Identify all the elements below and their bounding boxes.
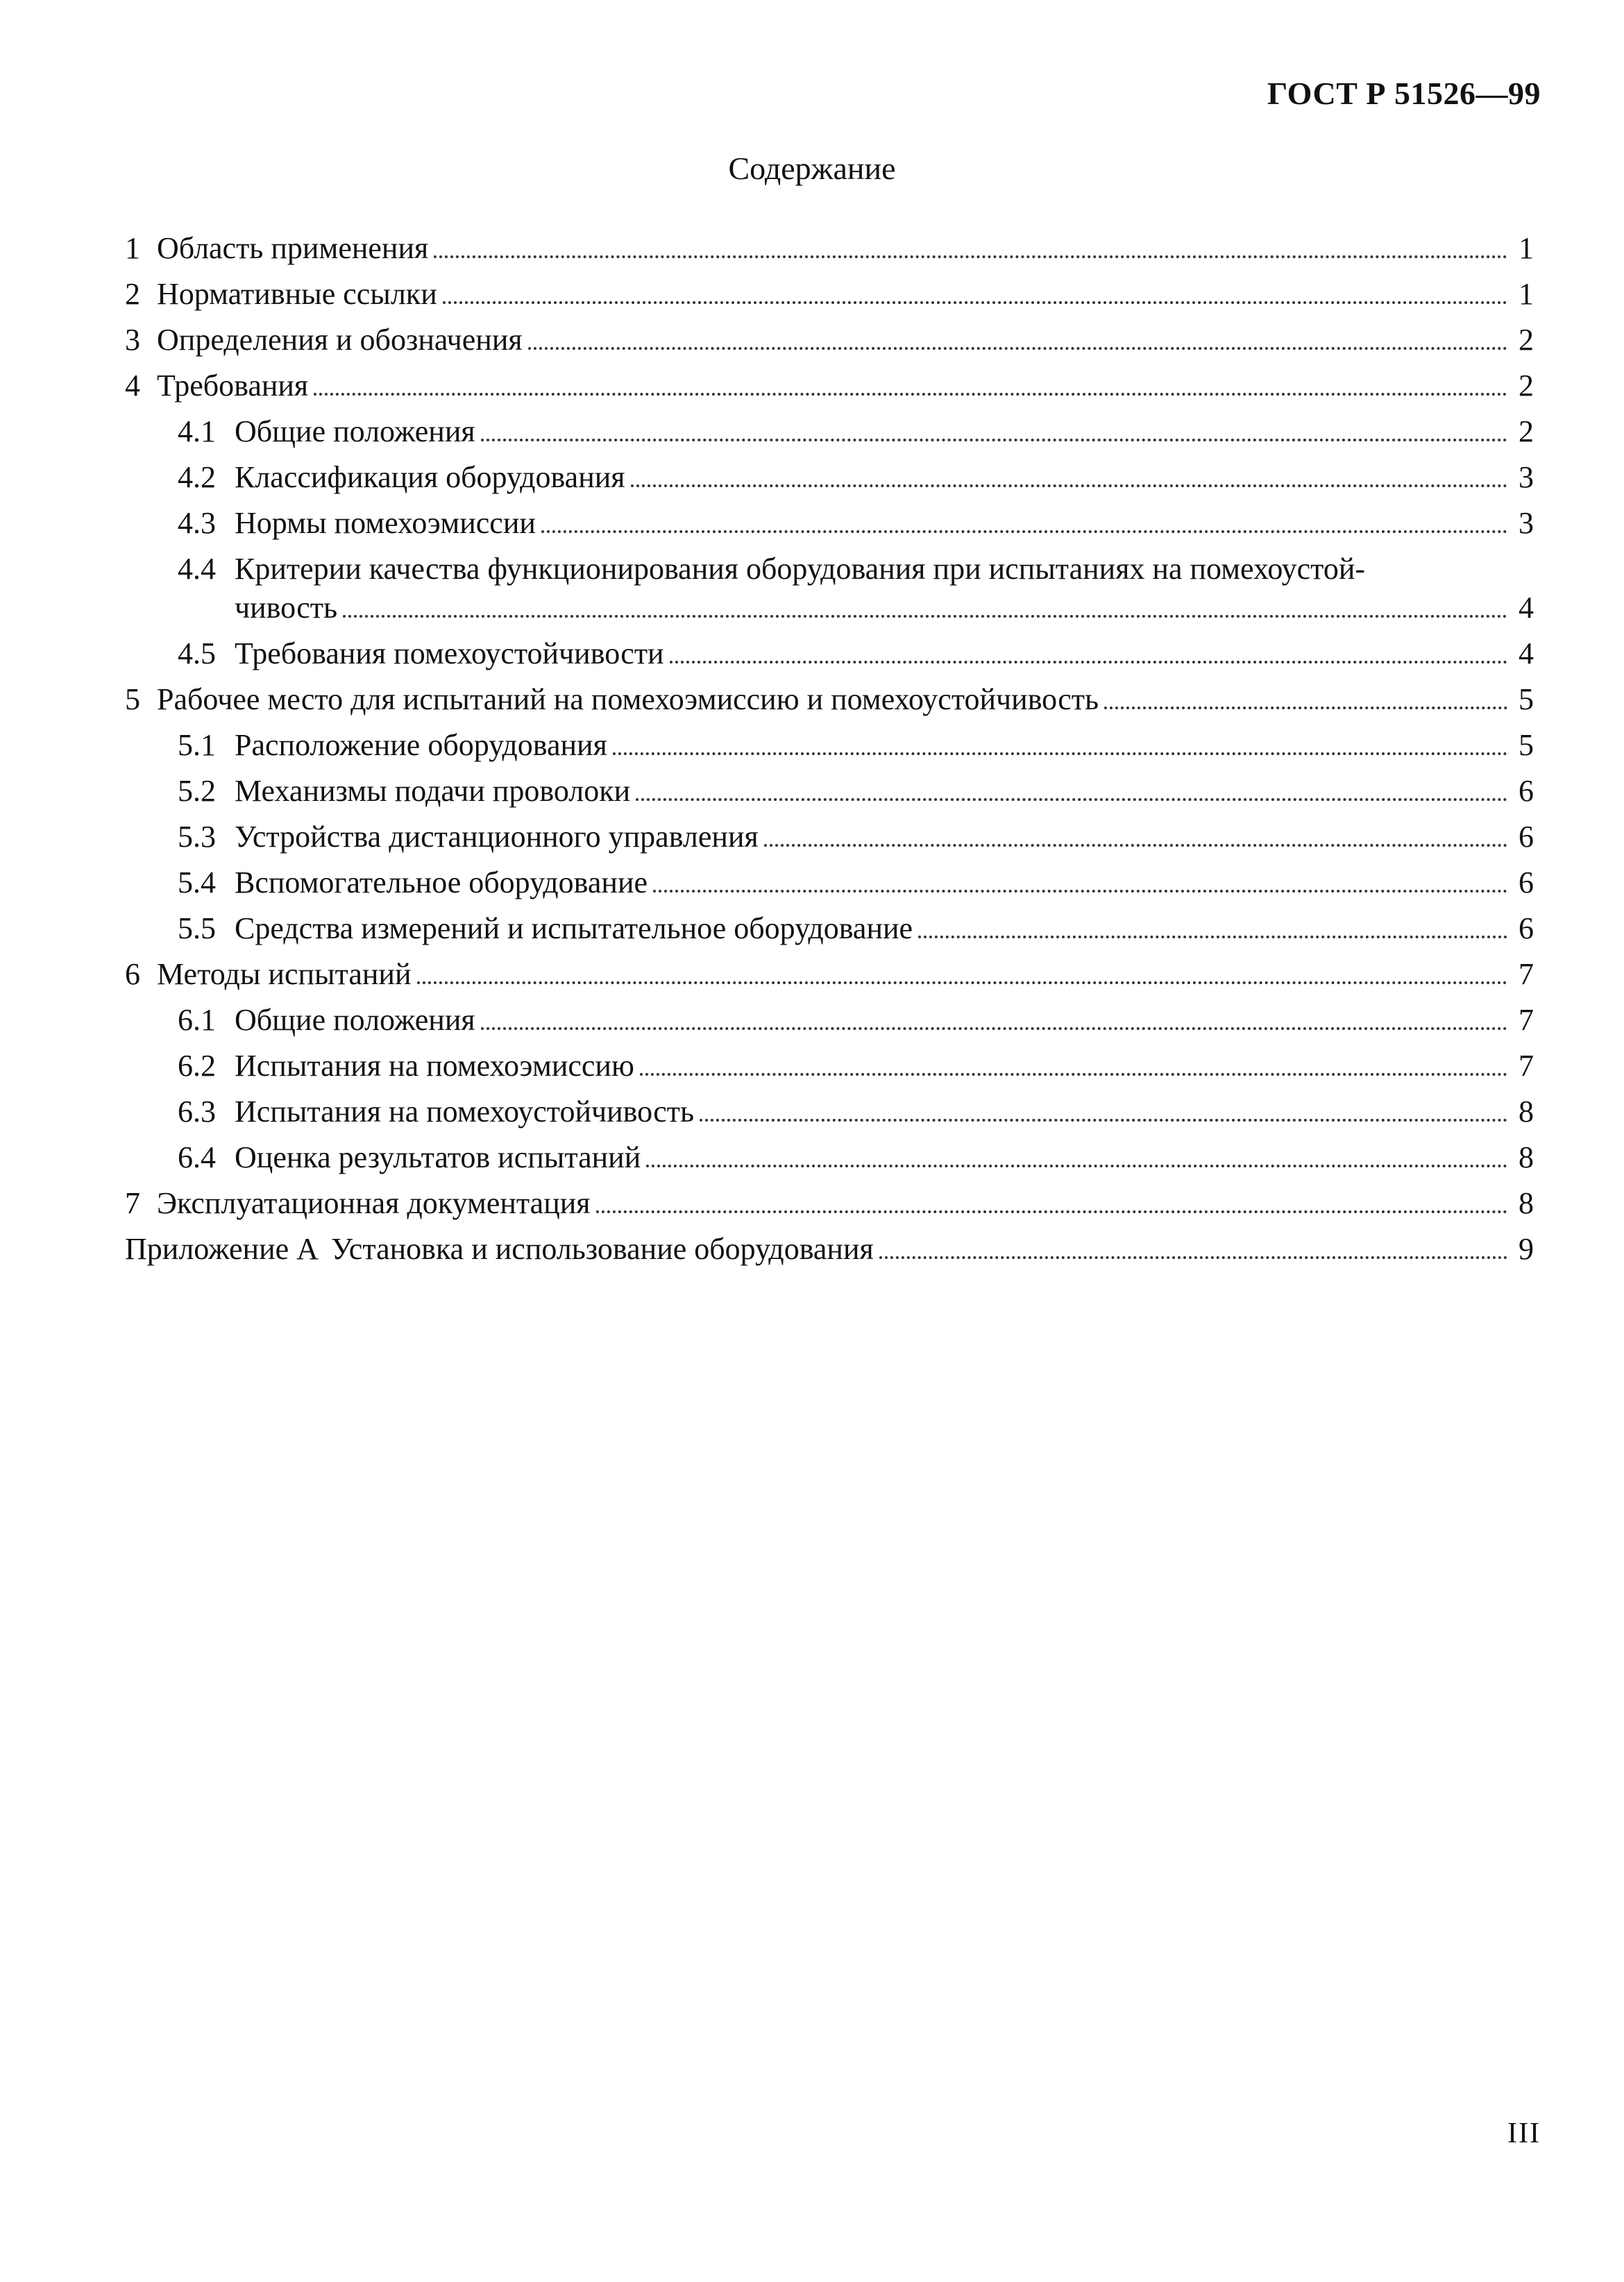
toc-entry-number: 2 (125, 277, 140, 311)
toc-entry-number: 5.4 (178, 865, 216, 899)
toc-entry-title: Критерии качества функционирования оборудования при испытаниях на помехоустой- (235, 552, 1366, 586)
toc-entry-number: 6.3 (178, 1094, 216, 1129)
toc-entry-title: Оценка результатов испытаний (235, 1140, 641, 1174)
toc-leader-dots (636, 798, 1507, 801)
toc-entry-appendix[interactable] (125, 1230, 1534, 1269)
page-number: III (1507, 2118, 1541, 2149)
toc-entry[interactable] (125, 1001, 1534, 1040)
toc-leader-dots (879, 1256, 1507, 1259)
toc-leader-dots (640, 1073, 1507, 1076)
toc-leader-dots (434, 255, 1507, 258)
toc-entry-page: 5 (1519, 728, 1534, 762)
toc-entry-number: 4.5 (178, 636, 216, 670)
toc-entry-title: Требования помехоустойчивости (235, 636, 664, 670)
toc-entry-page: 6 (1519, 911, 1534, 945)
toc-entry[interactable] (125, 1184, 1534, 1223)
toc-entry[interactable] (125, 772, 1534, 811)
toc-entry-page: 3 (1519, 506, 1534, 540)
toc-entry[interactable] (125, 818, 1534, 856)
toc-entry[interactable] (125, 1092, 1534, 1131)
toc-entry-title: Испытания на помехоустойчивость (235, 1094, 695, 1129)
toc-entry-page: 4 (1519, 636, 1534, 670)
toc-entry-page: 3 (1519, 460, 1534, 494)
toc-leader-dots (1104, 707, 1507, 709)
toc-entry[interactable] (125, 863, 1534, 902)
toc-entry-title: Методы испытаний (157, 957, 412, 991)
toc-leader-dots (613, 752, 1507, 755)
toc-entry-number: 5.1 (178, 728, 216, 762)
toc-entry-page: 6 (1519, 865, 1534, 899)
toc-entry-title: Расположение оборудования (235, 728, 607, 762)
toc-entry[interactable] (125, 909, 1534, 948)
toc-entry-page: 1 (1519, 277, 1534, 311)
toc-entry-page: 1 (1519, 231, 1534, 265)
toc-heading: Содержание (728, 151, 896, 186)
toc-entry-title: Средства измерений и испытательное оборудование (235, 911, 913, 945)
toc-entry[interactable] (125, 726, 1534, 765)
toc-entry-title: Вспомогательное оборудование (235, 865, 648, 899)
toc-entry-title: Общие положения (235, 1003, 475, 1037)
toc-leader-dots (596, 1210, 1507, 1213)
toc-entry[interactable] (125, 550, 1534, 589)
toc-entry-title: Определения и обозначения (157, 323, 523, 357)
toc-entry[interactable] (125, 955, 1534, 994)
toc-entry-number: 3 (125, 323, 140, 357)
toc-entry-page: 2 (1519, 323, 1534, 357)
toc-leader-dots (700, 1119, 1507, 1122)
toc-entry-number: Приложение А (125, 1232, 319, 1266)
toc-entry-number: 6.1 (178, 1003, 216, 1037)
toc-entry-page: 8 (1519, 1140, 1534, 1174)
toc-leader-dots (314, 393, 1507, 396)
toc-entry-title: Установка и использование оборудования (330, 1232, 874, 1266)
toc-leader-dots (481, 1027, 1507, 1030)
toc-entry-number: 5.5 (178, 911, 216, 945)
toc-entry-page: 8 (1519, 1094, 1534, 1129)
toc-entry-number: 6 (125, 957, 140, 991)
toc-leader-dots (646, 1165, 1507, 1167)
toc-entry-number: 6.2 (178, 1049, 216, 1083)
toc-entry[interactable] (125, 321, 1534, 360)
toc-entry-title: Требования (157, 369, 309, 403)
toc-entry-title: Испытания на помехоэмиссию (235, 1049, 634, 1083)
toc-entry-page: 7 (1519, 1003, 1534, 1037)
toc-entry[interactable] (125, 1047, 1534, 1085)
toc-entry-page: 2 (1519, 414, 1534, 448)
toc-entry-number: 4.3 (178, 506, 216, 540)
toc-leader-dots (443, 301, 1507, 304)
toc-entry[interactable] (125, 412, 1534, 451)
toc-entry-title-continuation: чивость (235, 591, 338, 625)
toc-entry-page: 2 (1519, 369, 1534, 403)
toc-leader-dots (343, 615, 1507, 618)
toc-entry-number: 4.1 (178, 414, 216, 448)
toc-entry-page: 9 (1519, 1232, 1534, 1266)
toc-leader-dots (764, 844, 1507, 847)
toc-entry[interactable] (125, 366, 1534, 405)
toc-entry-title: Общие положения (235, 414, 475, 448)
document-code: ГОСТ Р 51526—99 (1267, 76, 1541, 111)
toc-entry-number: 5.2 (178, 774, 216, 808)
toc-entry-number: 6.4 (178, 1140, 216, 1174)
toc-leader-dots (541, 530, 1507, 533)
toc-entry-continuation[interactable] (125, 589, 1534, 627)
toc-leader-dots (417, 981, 1507, 984)
toc-entry-page: 6 (1519, 820, 1534, 854)
toc-entry[interactable] (125, 1138, 1534, 1177)
toc-entry-number: 5.3 (178, 820, 216, 854)
toc-entry-number: 1 (125, 231, 140, 265)
toc-entry-number: 7 (125, 1186, 140, 1220)
toc-entry-number: 5 (125, 682, 140, 716)
toc-entry-title: Устройства дистанционного управления (235, 820, 759, 854)
toc-leader-dots (631, 484, 1507, 487)
toc-entry[interactable] (125, 275, 1534, 314)
toc-entry[interactable] (125, 229, 1534, 268)
toc-leader-dots (918, 936, 1507, 938)
toc-entry-number: 4.4 (178, 552, 216, 586)
toc-entry-page: 7 (1519, 957, 1534, 991)
toc-entry-number: 4 (125, 369, 140, 403)
toc-entry-page: 8 (1519, 1186, 1534, 1220)
toc-entry-page: 4 (1519, 591, 1534, 625)
toc-leader-dots (528, 347, 1507, 350)
toc-leader-dots (653, 890, 1507, 893)
toc-entry-title: Рабочее место для испытаний на помехоэмиссию и помехоустойчивость (157, 682, 1099, 716)
toc-entry[interactable] (125, 634, 1534, 673)
toc-entry-title: Классификация оборудования (235, 460, 625, 494)
toc-leader-dots (481, 439, 1507, 441)
toc-entry-title: Область применения (157, 231, 429, 265)
toc-entry-title: Эксплуатационная документация (157, 1186, 591, 1220)
toc-entry-title: Механизмы подачи проволоки (235, 774, 631, 808)
toc-entry-page: 5 (1519, 682, 1534, 716)
toc-entry[interactable] (125, 680, 1534, 719)
toc-entry[interactable] (125, 504, 1534, 543)
toc-entry-title: Нормы помехоэмиссии (235, 506, 536, 540)
table-of-contents (125, 229, 1534, 1276)
toc-entry[interactable] (125, 458, 1534, 497)
toc-leader-dots (670, 661, 1507, 664)
toc-entry-number: 4.2 (178, 460, 216, 494)
toc-entry-page: 7 (1519, 1049, 1534, 1083)
toc-entry-page: 6 (1519, 774, 1534, 808)
toc-entry-title: Нормативные ссылки (157, 277, 437, 311)
